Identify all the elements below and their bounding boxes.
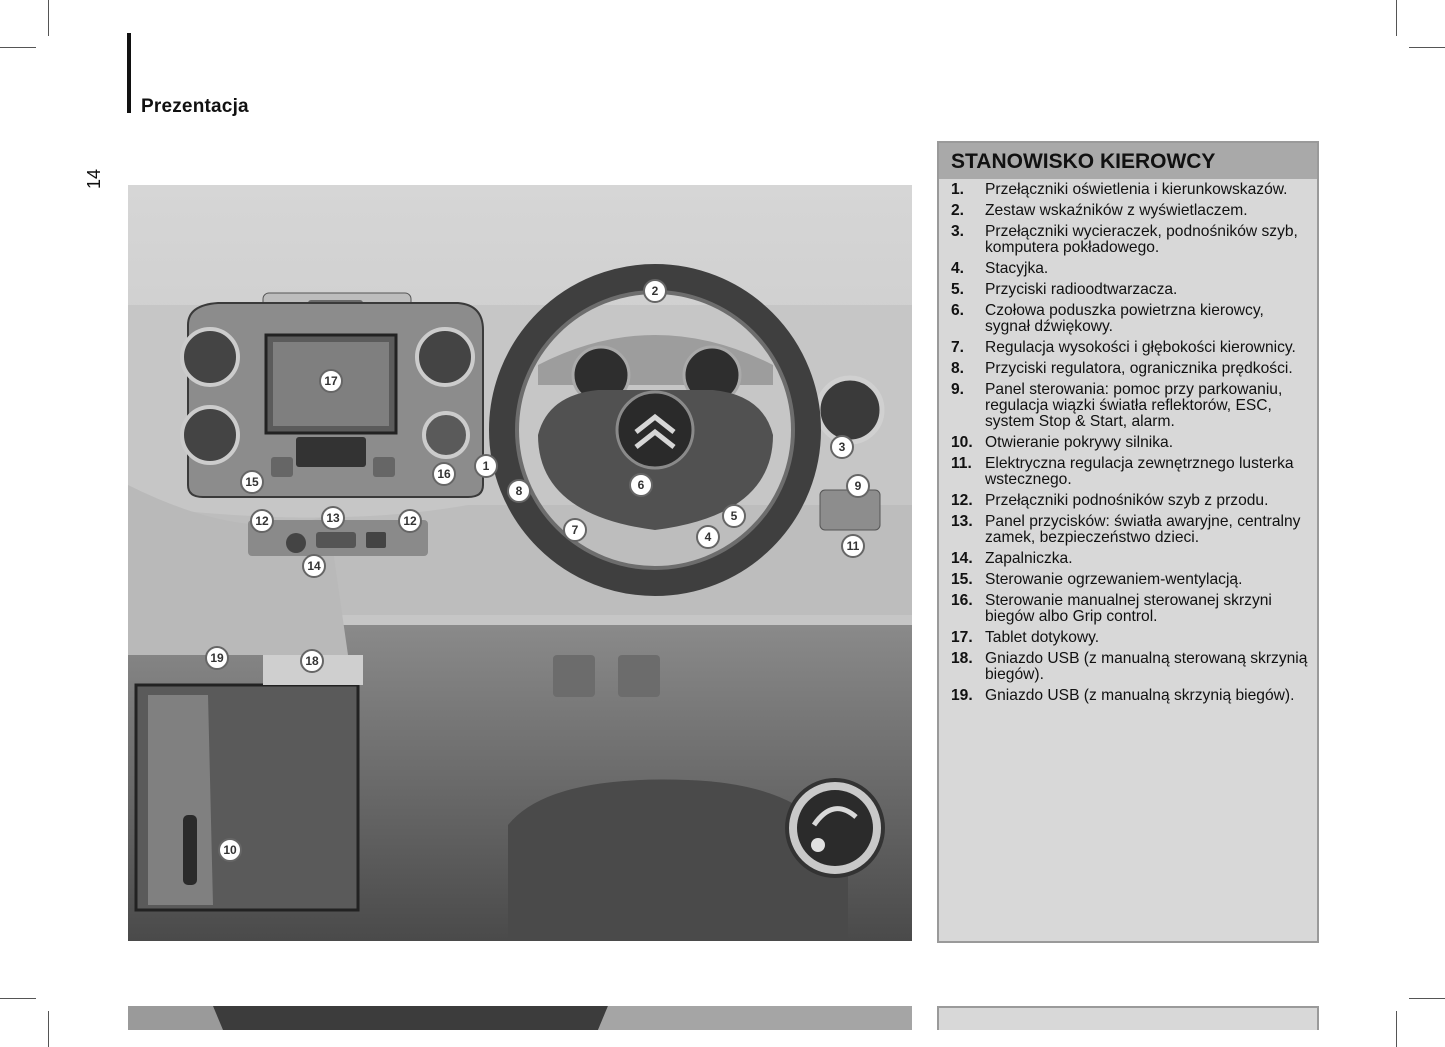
callout-1 <box>475 455 497 477</box>
legend-number: 8. <box>951 360 965 377</box>
legend-text: Stacyjka. <box>985 260 1049 277</box>
next-illustration-strip <box>128 1006 912 1030</box>
callout-16 <box>433 463 455 485</box>
callout-9 <box>847 475 869 497</box>
panel-title: STANOWISKO KIEROWCY <box>939 143 1317 179</box>
legend-item <box>951 572 1311 588</box>
legend-number: 16. <box>951 592 973 609</box>
legend-item <box>951 456 1311 488</box>
svg-text:10: 10 <box>223 843 237 857</box>
callout-8 <box>508 480 530 502</box>
legend-number: 9. <box>951 381 965 398</box>
legend-text: Zapalniczka. <box>985 550 1073 567</box>
legend-text: Panel przycisków: światła awaryjne, centralny zamek, bezpieczeństwo dzieci. <box>985 513 1301 546</box>
margin-rule <box>127 33 131 113</box>
legend-item <box>951 182 1311 198</box>
legend-number: 18. <box>951 650 973 667</box>
svg-text:6: 6 <box>637 478 645 492</box>
legend-item <box>951 493 1311 509</box>
legend-text: Przyciski regulatora, ogranicznika prędkości. <box>985 360 1293 377</box>
legend-text: Tablet dotykowy. <box>985 629 1100 646</box>
legend-number: 6. <box>951 302 965 319</box>
legend-item <box>951 282 1311 298</box>
legend-text: Elektryczna regulacja zewnętrznego lusterka wstecznego. <box>985 455 1294 488</box>
svg-text:15: 15 <box>245 475 259 489</box>
svg-text:13: 13 <box>326 511 340 525</box>
svg-text:14: 14 <box>307 559 321 573</box>
legend-number: 14. <box>951 550 973 567</box>
legend-item <box>951 514 1311 546</box>
svg-text:4: 4 <box>704 530 712 544</box>
legend-number: 17. <box>951 629 973 646</box>
legend-item <box>951 261 1311 277</box>
callout-10 <box>219 839 241 861</box>
legend-item <box>951 224 1311 256</box>
svg-text:19: 19 <box>210 651 224 665</box>
legend-item <box>951 551 1311 567</box>
legend-list <box>939 179 1317 704</box>
legend-number: 12. <box>951 492 973 509</box>
callout-17 <box>320 370 342 392</box>
legend-number: 7. <box>951 339 965 356</box>
next-panel-strip <box>937 1006 1319 1030</box>
page-number: 14 <box>84 168 104 190</box>
legend-text: Gniazdo USB (z manualną sterowaną skrzynią biegów). <box>985 650 1308 683</box>
legend-number: 2. <box>951 202 965 219</box>
callout-4 <box>697 526 719 548</box>
legend-item <box>951 382 1311 430</box>
legend-text: Panel sterowania: pomoc przy parkowaniu, regulacja wiązki światła reflektorów, ESC, system Stop & Start, alarm. <box>985 381 1283 430</box>
svg-text:18: 18 <box>305 654 319 668</box>
svg-text:9: 9 <box>854 479 862 493</box>
legend-panel <box>937 141 1319 943</box>
legend-text: Gniazdo USB (z manualną skrzynią biegów). <box>985 687 1295 704</box>
callout-5 <box>723 505 745 527</box>
legend-item <box>951 340 1311 356</box>
legend-text: Przełączniki wycieraczek, podnośników szyb, komputera pokładowego. <box>985 223 1298 256</box>
callout-2 <box>644 280 666 302</box>
legend-item <box>951 630 1311 646</box>
callout-12-left <box>251 510 273 532</box>
dashboard-illustration <box>128 185 912 941</box>
callout-12-right <box>399 510 421 532</box>
legend-text: Regulacja wysokości i głębokości kierownicy. <box>985 339 1296 356</box>
svg-text:17: 17 <box>324 374 338 388</box>
legend-number: 19. <box>951 687 973 704</box>
legend-number: 3. <box>951 223 965 240</box>
legend-item <box>951 203 1311 219</box>
legend-item <box>951 435 1311 451</box>
legend-text: Przyciski radioodtwarzacza. <box>985 281 1178 298</box>
legend-item <box>951 651 1311 683</box>
svg-text:11: 11 <box>846 539 860 553</box>
legend-text: Przełączniki oświetlenia i kierunkowskazów. <box>985 181 1288 198</box>
svg-text:12: 12 <box>255 514 269 528</box>
svg-text:1: 1 <box>482 459 490 473</box>
legend-item <box>951 593 1311 625</box>
legend-item <box>951 688 1311 704</box>
callout-13 <box>322 507 344 529</box>
legend-number: 13. <box>951 513 973 530</box>
svg-text:5: 5 <box>730 509 738 523</box>
callout-6 <box>630 474 652 496</box>
legend-number: 4. <box>951 260 965 277</box>
svg-text:12: 12 <box>403 514 417 528</box>
callout-7 <box>564 519 586 541</box>
legend-number: 10. <box>951 434 973 451</box>
section-title: Prezentacja <box>141 96 249 117</box>
svg-text:2: 2 <box>651 284 659 298</box>
svg-text:7: 7 <box>571 523 579 537</box>
legend-number: 11. <box>951 455 972 472</box>
legend-item <box>951 361 1311 377</box>
legend-text: Przełączniki podnośników szyb z przodu. <box>985 492 1269 509</box>
svg-text:8: 8 <box>515 484 523 498</box>
callout-19 <box>206 647 228 669</box>
svg-text:16: 16 <box>437 467 451 481</box>
legend-number: 1. <box>951 181 965 198</box>
callout-18 <box>301 650 323 672</box>
callout-15 <box>241 471 263 493</box>
legend-number: 15. <box>951 571 973 588</box>
legend-text: Otwieranie pokrywy silnika. <box>985 434 1174 451</box>
legend-text: Sterowanie manualnej sterowanej skrzyni biegów albo Grip control. <box>985 592 1272 625</box>
legend-number: 5. <box>951 281 965 298</box>
legend-text: Zestaw wskaźników z wyświetlaczem. <box>985 202 1248 219</box>
legend-item <box>951 303 1311 335</box>
callout-3 <box>831 436 853 458</box>
legend-text: Czołowa poduszka powietrzna kierowcy, sygnał dźwiękowy. <box>985 302 1264 335</box>
legend-text: Sterowanie ogrzewaniem-wentylacją. <box>985 571 1243 588</box>
callout-14 <box>303 555 325 577</box>
callout-11 <box>842 535 864 557</box>
svg-text:3: 3 <box>838 440 846 454</box>
